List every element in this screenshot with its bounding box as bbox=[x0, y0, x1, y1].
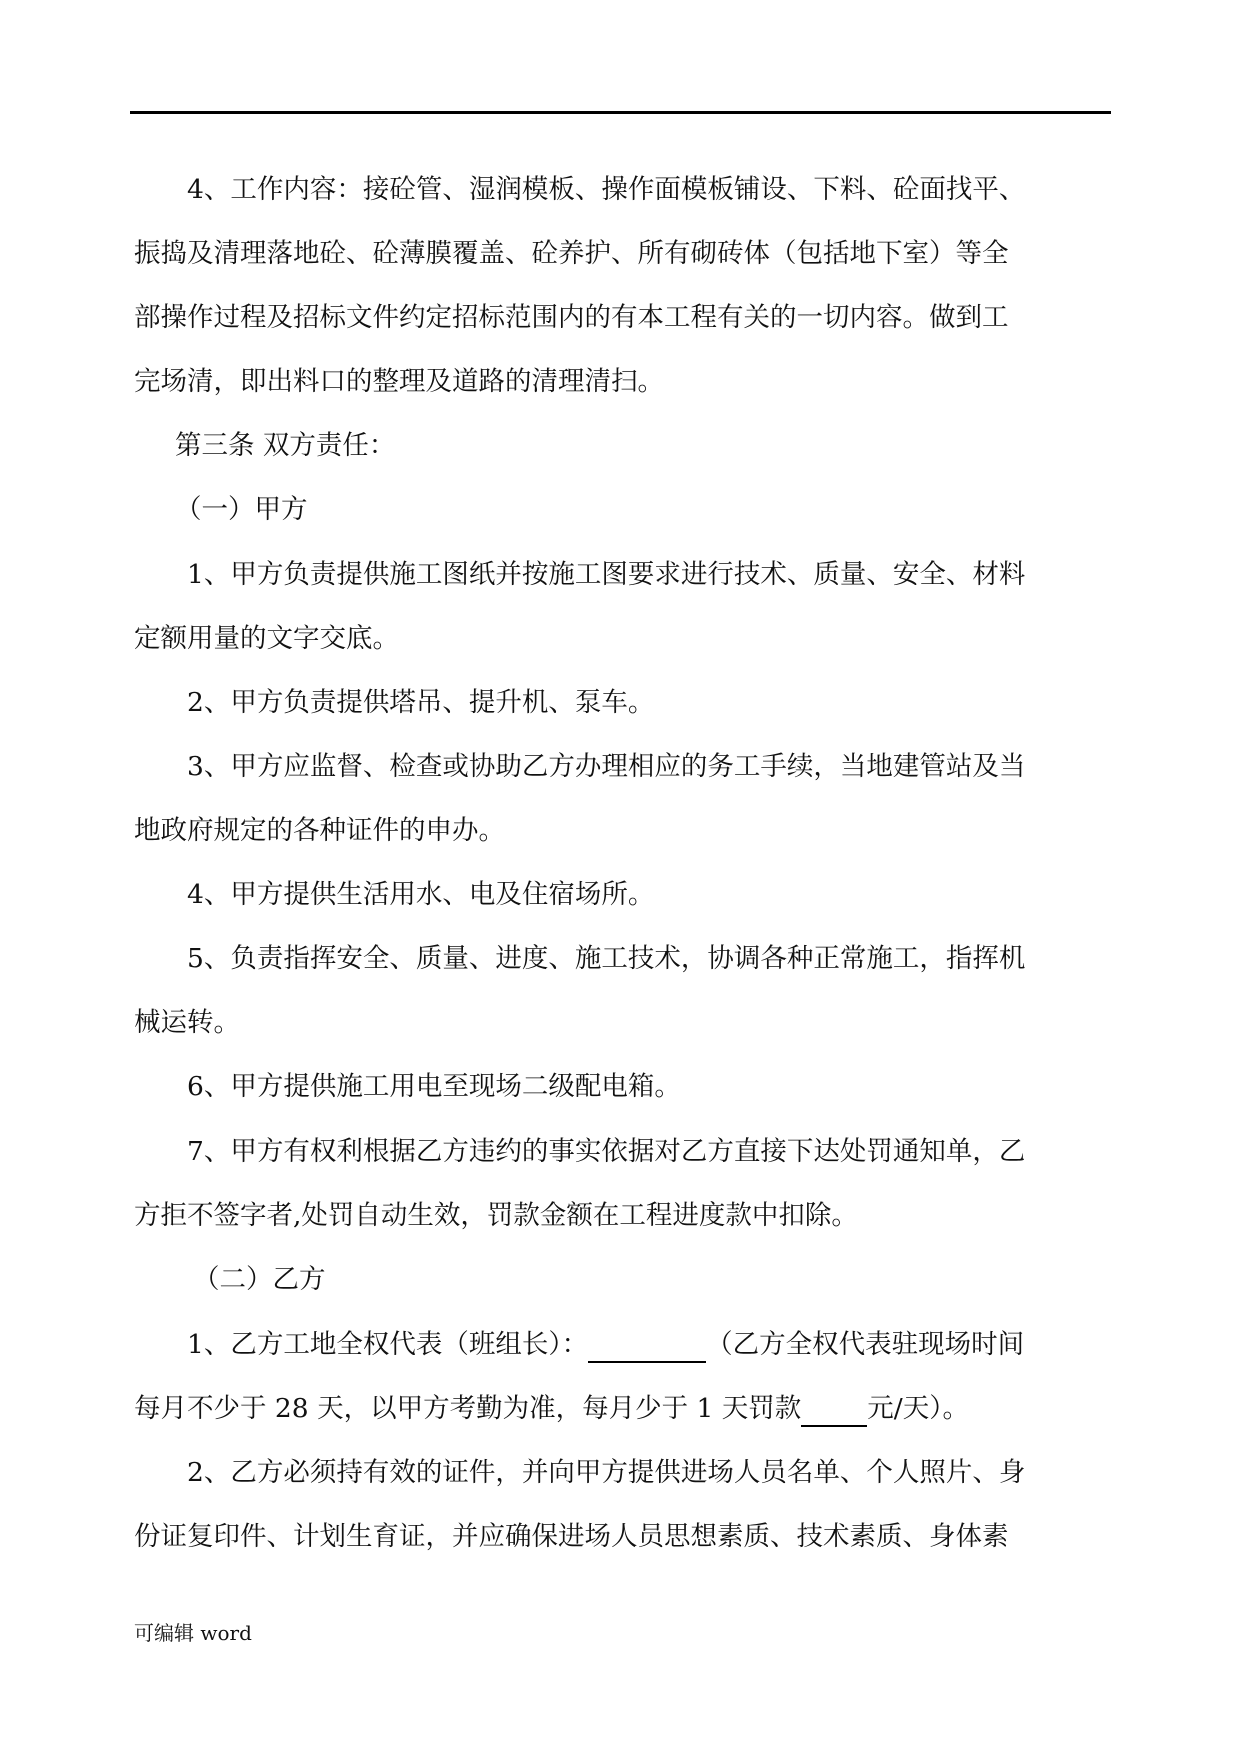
party-b-item-2-line-1: 2、乙方必须持有效的证件，并向甲方提供进场人员名单、个人照片、身 bbox=[187, 1457, 1026, 1488]
party-a-item-2: 2、甲方负责提供塔吊、提升机、泵车。 bbox=[187, 687, 655, 718]
party-b-item-1-line-1 bbox=[134, 1327, 1111, 1363]
party-b-item-1-text-a: 1、乙方工地全权代表（班组长）： bbox=[187, 1329, 589, 1360]
party-a-item-7-line-1: 7、甲方有权利根据乙方违约的事实依据对乙方直接下达处罚通知单，乙 bbox=[187, 1136, 1026, 1167]
article-3-heading: 第三条 双方责任： bbox=[175, 430, 396, 461]
party-a-item-1-line-1: 1、甲方负责提供施工图纸并按施工图要求进行技术、质量、安全、材料 bbox=[187, 559, 1026, 590]
section-party-a-heading: （一）甲方 bbox=[175, 494, 308, 525]
party-a-item-6: 6、甲方提供施工用电至现场二级配电箱。 bbox=[187, 1071, 681, 1102]
party-a-item-7-line-2: 方拒不签字者,处罚自动生效，罚款金额在工程进度款中扣除。 bbox=[134, 1200, 858, 1231]
party-a-item-5-line-1: 5、负责指挥安全、质量、进度、施工技术，协调各种正常施工，指挥机 bbox=[187, 943, 1026, 974]
clause-4-line-4: 完场清，即出料口的整理及道路的清理清扫。 bbox=[134, 366, 664, 397]
header-rule bbox=[130, 111, 1111, 114]
party-a-item-1-line-2: 定额用量的文字交底。 bbox=[134, 623, 399, 654]
section-party-b-heading: （二）乙方 bbox=[193, 1264, 326, 1295]
party-b-item-2-line-2: 份证复印件、计划生育证，并应确保进场人员思想素质、技术素质、身体素 bbox=[134, 1521, 1009, 1552]
document-body bbox=[134, 172, 1111, 1555]
party-b-item-1-text-b: （乙方全权代表驻现场时间 bbox=[706, 1329, 1025, 1360]
party-b-item-1-text-c: 每月不少于 28 天，以甲方考勤为准，每月少于 1 天罚款 bbox=[134, 1393, 802, 1424]
party-a-item-3-line-2: 地政府规定的各种证件的申办。 bbox=[134, 815, 505, 846]
party-a-item-4: 4、甲方提供生活用水、电及住宿场所。 bbox=[187, 879, 655, 910]
clause-4-line-1: 4、工作内容：接砼管、湿润模板、操作面模板铺设、下料、砼面找平、 bbox=[187, 174, 1026, 205]
clause-4-line-2: 振捣及清理落地砼、砼薄膜覆盖、砼养护、所有砌砖体（包括地下室）等全 bbox=[134, 238, 1009, 269]
party-b-item-1-line-2 bbox=[134, 1391, 1111, 1427]
party-a-item-3-line-1: 3、甲方应监督、检查或协助乙方办理相应的务工手续，当地建管站及当 bbox=[187, 751, 1026, 782]
party-a-item-5-line-2: 械运转。 bbox=[134, 1007, 240, 1038]
party-b-item-1-text-d: 元/天）。 bbox=[867, 1393, 969, 1424]
fine-amount-blank bbox=[801, 1397, 867, 1427]
representative-blank bbox=[588, 1333, 706, 1363]
footer-note: 可编辑 word bbox=[134, 1621, 252, 1645]
clause-4-line-3: 部操作过程及招标文件约定招标范围内的有本工程有关的一切内容。做到工 bbox=[134, 302, 1009, 333]
